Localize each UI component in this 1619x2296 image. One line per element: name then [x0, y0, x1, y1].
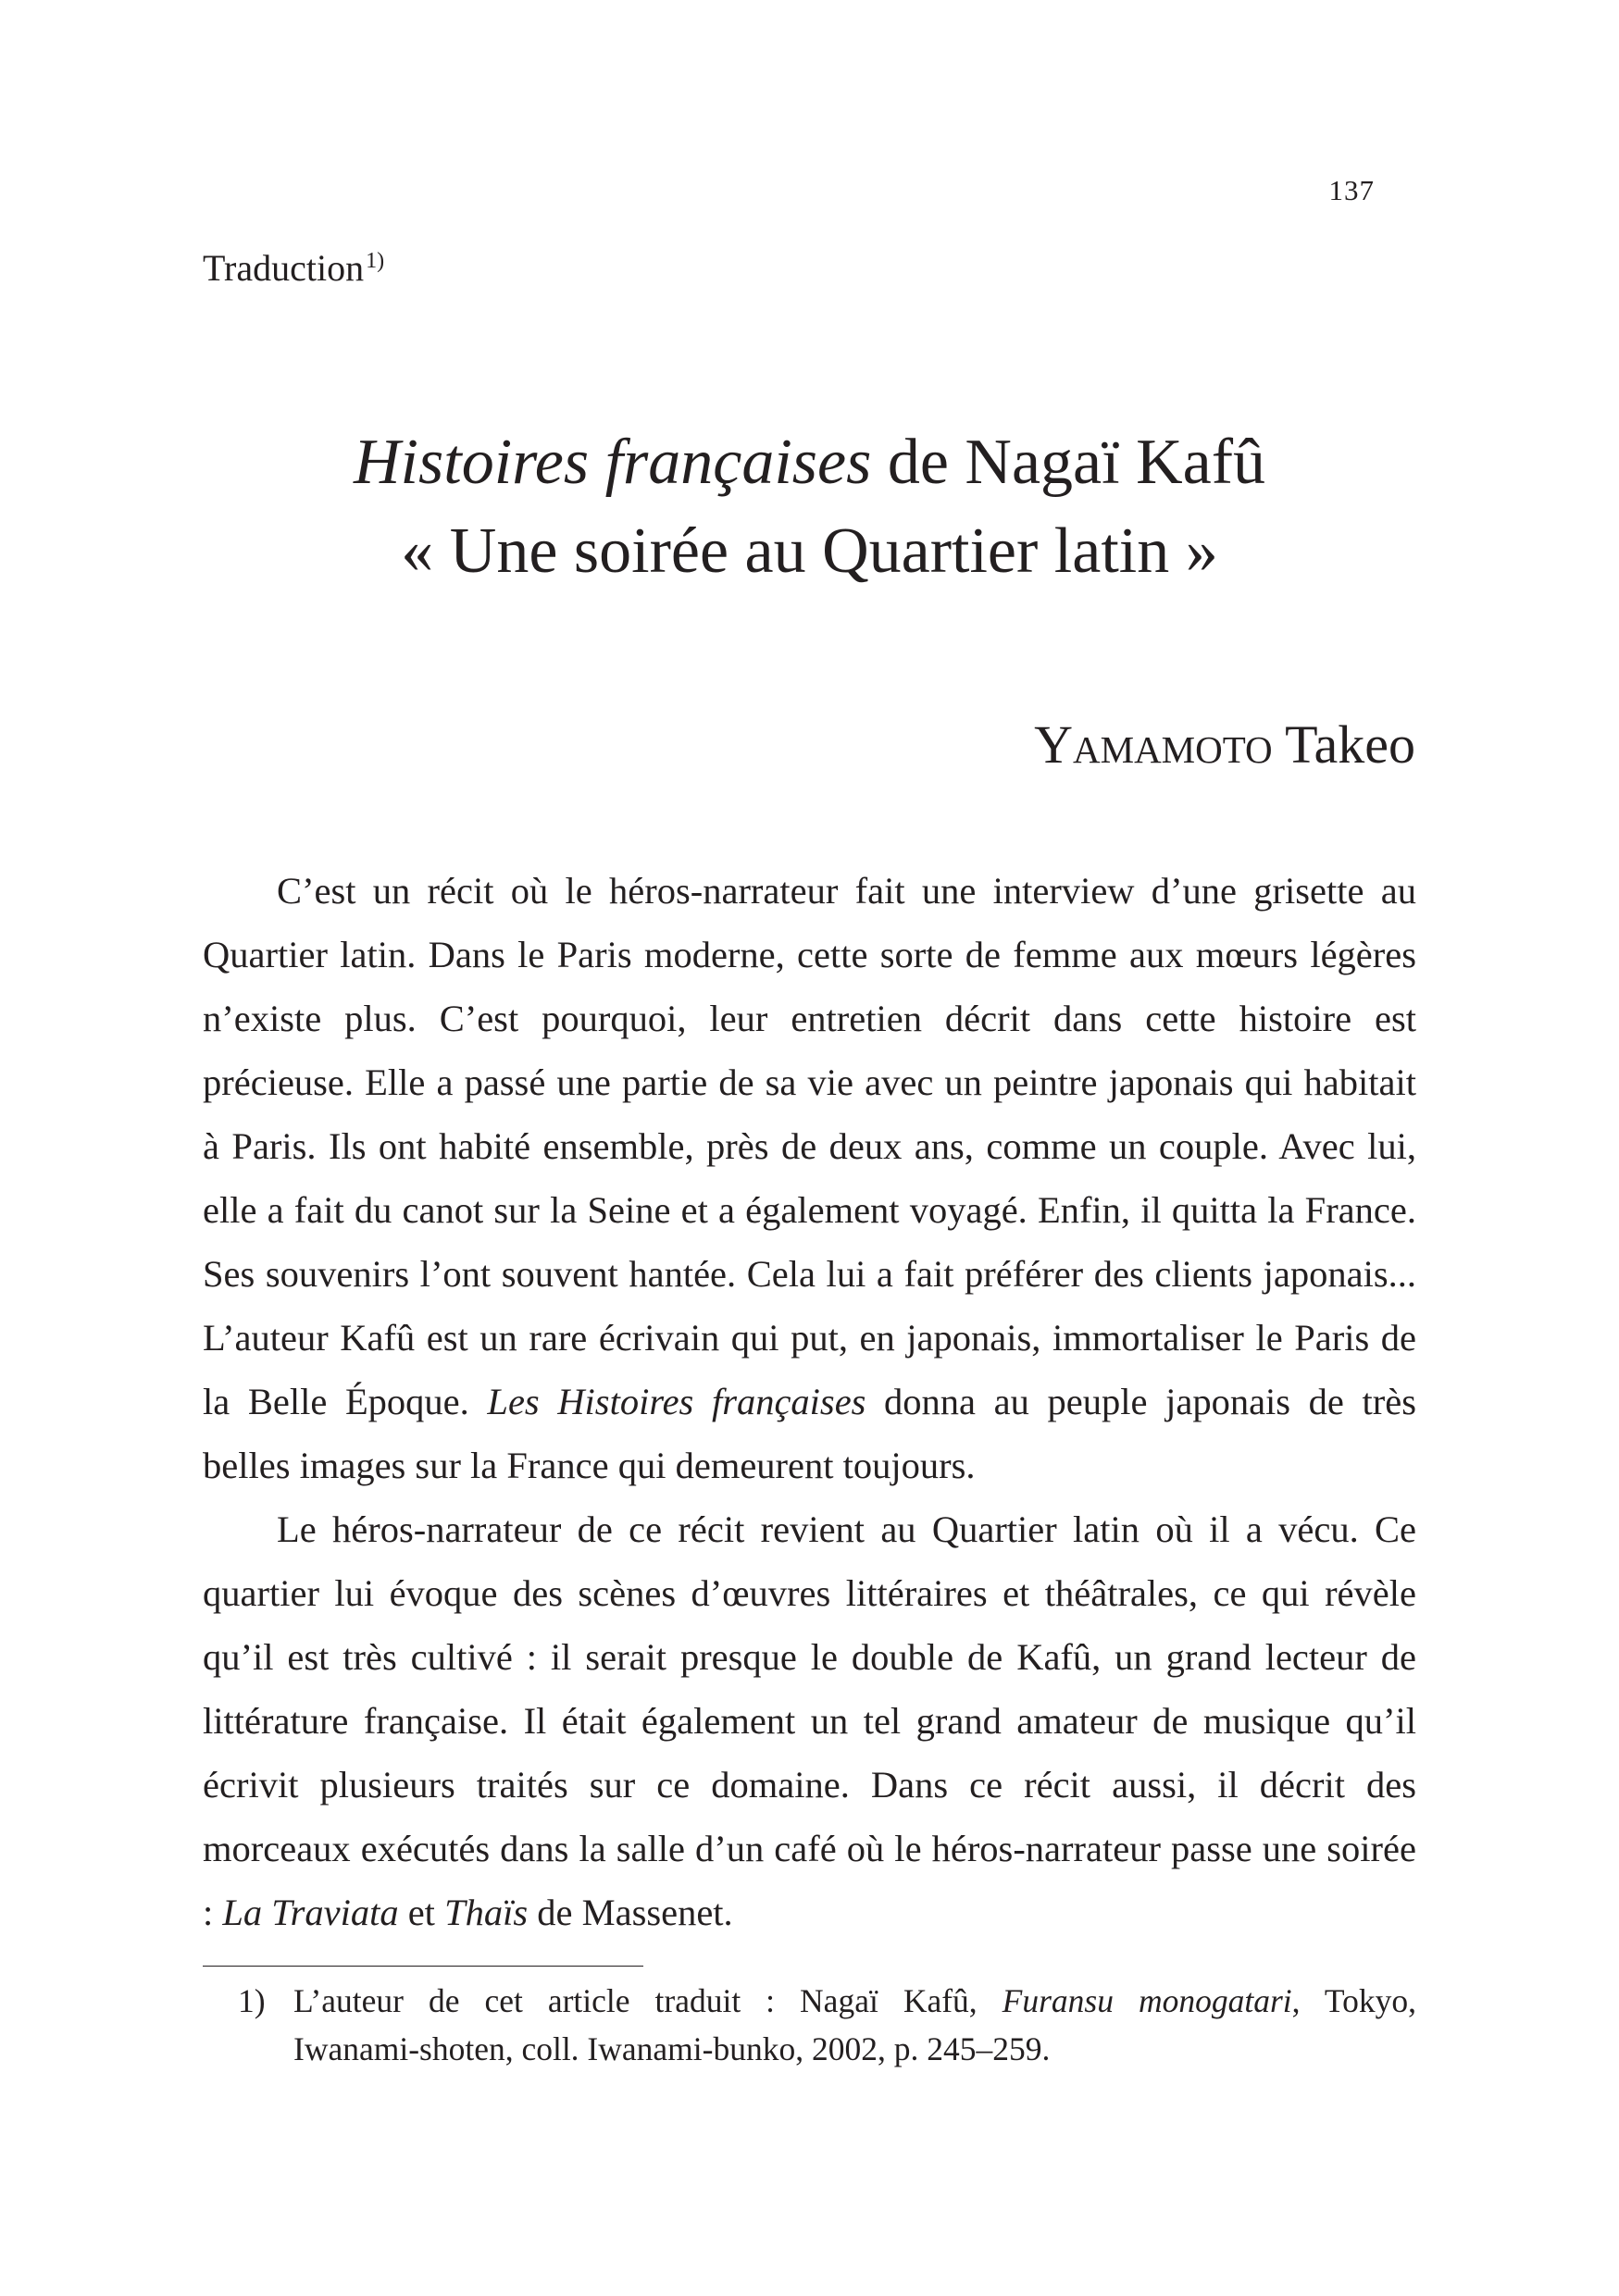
paragraph-1-italic: Les Histoires françaises	[487, 1381, 866, 1422]
paragraph-2-text-mid: et	[398, 1892, 445, 1933]
footnote-text-a: L’auteur de cet article traduit : Nagaï Kafû,	[293, 1982, 1003, 2019]
author-given-name: Takeo	[1285, 714, 1415, 775]
footnote-line-2: Iwanami-shoten, coll. Iwanami-bunko, 2002, p. 245–259.	[293, 2030, 1051, 2067]
paragraph-2-italic-2: Thaïs	[444, 1892, 529, 1933]
paragraph-1	[203, 859, 1416, 1497]
paragraph-2-text-a: Le héros-narrateur de ce récit revient au Quartier latin où il a vécu. Ce quartier lui évoque des scènes d’œuvres littéraires et théâtrales, ce qui révèle qu’il est très cultivé : il serait presque le double de Kafû, un grand lecteur de littérature française. Il était également un tel grand amateur de musique qu’il écrivit plusieurs traités sur ce domaine. Dans ce récit aussi, il décrit des morceaux exécutés dans la salle d’un café où le héros-narrateur passe une soirée :	[203, 1508, 1416, 1933]
paragraph-1-text-b: donna au peuple japonais de très belles images sur la France qui demeurent toujours.	[203, 1381, 1417, 1486]
footnote-italic-title: Furansu monogatari	[1002, 1982, 1292, 2019]
author-name	[1034, 713, 1415, 777]
paragraph-2-italic-1: La Traviata	[222, 1892, 399, 1933]
paragraph-2-text-b: de Massenet.	[528, 1892, 733, 1933]
paragraph-2	[203, 1497, 1416, 1944]
footnote	[238, 1977, 1416, 2073]
paragraph-1-text-a: C’est un récit où le héros-narrateur fait une interview d’une grisette au Quartier latin. Dans le Paris moderne, cette sorte de femme aux mœurs légères n’existe plus. C’est pourquoi, leur entretien décrit dans cette histoire est précieuse. Elle a passé une partie de sa vie avec un peintre japonais qui habitait à Paris. Ils ont habité ensemble, près de deux ans, comme un couple. Avec lui, elle a fait du canot sur la Seine et a également voyagé. Enfin, il quitta la France. Ses souvenirs l’ont souvent hantée. Cela lui a fait préférer des clients japonais... L’auteur Kafû est un rare écrivain qui put, en japonais, immortaliser le Paris de la Belle Époque.	[203, 870, 1416, 1422]
author-surname: Yamamoto	[1034, 714, 1273, 775]
title-line-2: « Une soirée au Quartier latin »	[401, 515, 1218, 587]
section-label-text: Traduction	[203, 247, 365, 289]
section-label	[203, 242, 384, 300]
footnote-mark: 1)	[238, 1982, 266, 2019]
title-italic-work: Histoires françaises	[354, 427, 872, 498]
article-body	[203, 859, 1416, 1944]
title-line-1	[203, 418, 1416, 507]
footnote-text-b: , Tokyo,	[1291, 1982, 1416, 2019]
title-line-1-rest: de Nagaï Kafû	[871, 427, 1265, 498]
footnote-reference: 1)	[366, 249, 385, 273]
footnote-divider	[203, 1966, 643, 1967]
footnote-line-1	[238, 1977, 1416, 2025]
page-number: 137	[1328, 174, 1375, 206]
article-title	[203, 418, 1416, 596]
